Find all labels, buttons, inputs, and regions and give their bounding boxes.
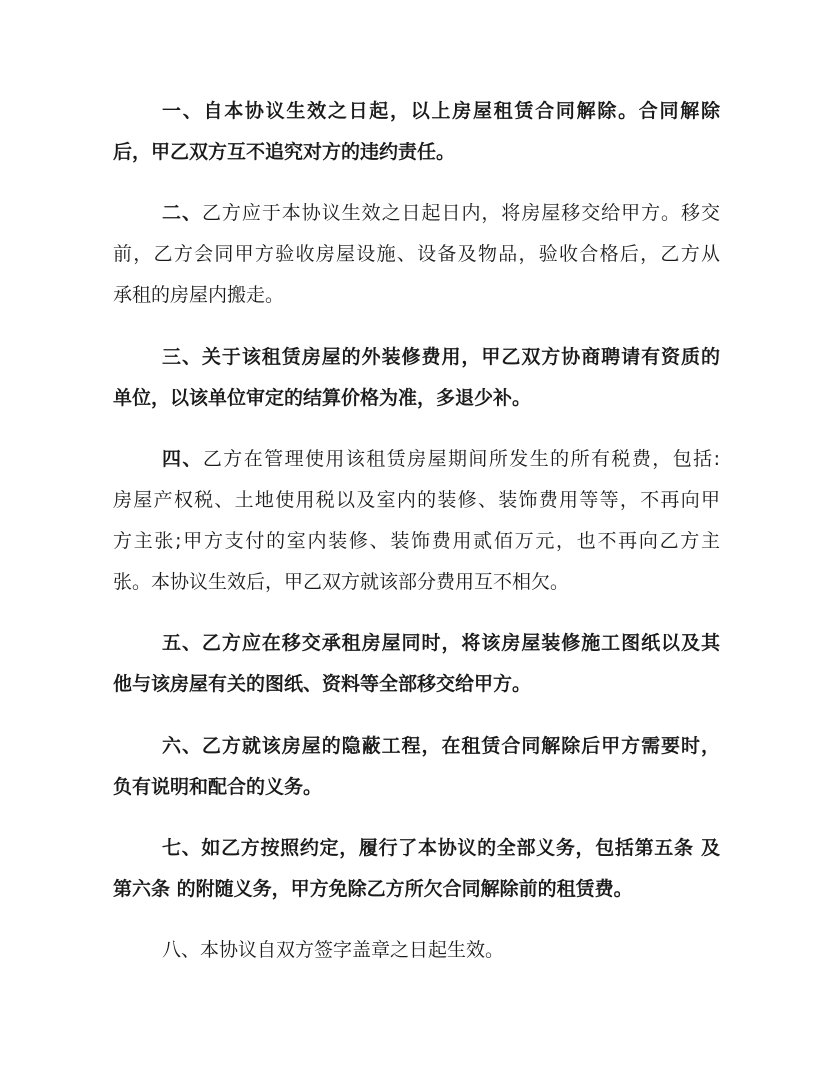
clause-number: 四、 <box>162 448 203 470</box>
clause-line: 后，甲乙双方互不追究对方的违约责任。 <box>113 141 456 163</box>
clause-line: 房屋产权税、土地使用税以及室内的装修、装饰费用等等，不再向甲 <box>113 489 720 511</box>
clause-line: 一、自本协议生效之日起，以上房屋租赁合同解除。合同解除 <box>162 100 720 122</box>
clause-line <box>162 447 720 471</box>
clause-line <box>162 201 720 225</box>
clause-line: 前，乙方会同甲方验收房屋设施、设备及物品，验收合格后，乙方从 <box>113 243 720 265</box>
clause-line: 单位，以该单位审定的结算价格为准，多退少补。 <box>113 387 532 409</box>
clause-line: 他与该房屋有关的图纸、资料等全部移交给甲方。 <box>113 673 532 695</box>
clause-line: 第六条 的附随义务，甲方免除乙方所欠合同解除前的租赁费。 <box>113 878 633 900</box>
clause-line: 五、乙方应在移交承租房屋同时，将该房屋装修施工图纸以及其 <box>162 632 720 654</box>
clause-line: 方主张;甲方支付的室内装修、装饰费用贰佰万元，也不再向乙方主 <box>113 530 720 552</box>
clause-line: 八、本协议自双方签字盖章之日起生效。 <box>162 939 505 961</box>
clause-line: 七、如乙方按照约定，履行了本协议的全部义务，包括第五条 及 <box>162 837 720 859</box>
clause-number: 二、 <box>162 202 202 224</box>
clause-line: 承租的房屋内搬走。 <box>113 284 285 306</box>
clause-line: 六、乙方就该房屋的隐蔽工程，在租赁合同解除后甲方需要时， <box>162 735 720 757</box>
clause-text: 乙方在管理使用该租赁房屋期间所发生的所有税费，包括: <box>202 448 720 470</box>
clause-line: 三、关于该租赁房屋的外装修费用，甲乙双方协商聘请有资质的 <box>162 346 720 368</box>
clause-line: 张。本协议生效后，甲乙双方就该部分费用互不相欠。 <box>113 571 570 593</box>
clause-line: 负有说明和配合的义务。 <box>113 776 323 798</box>
clause-text: 乙方应于本协议生效之日起日内，将房屋移交给甲方。移交 <box>201 202 720 224</box>
